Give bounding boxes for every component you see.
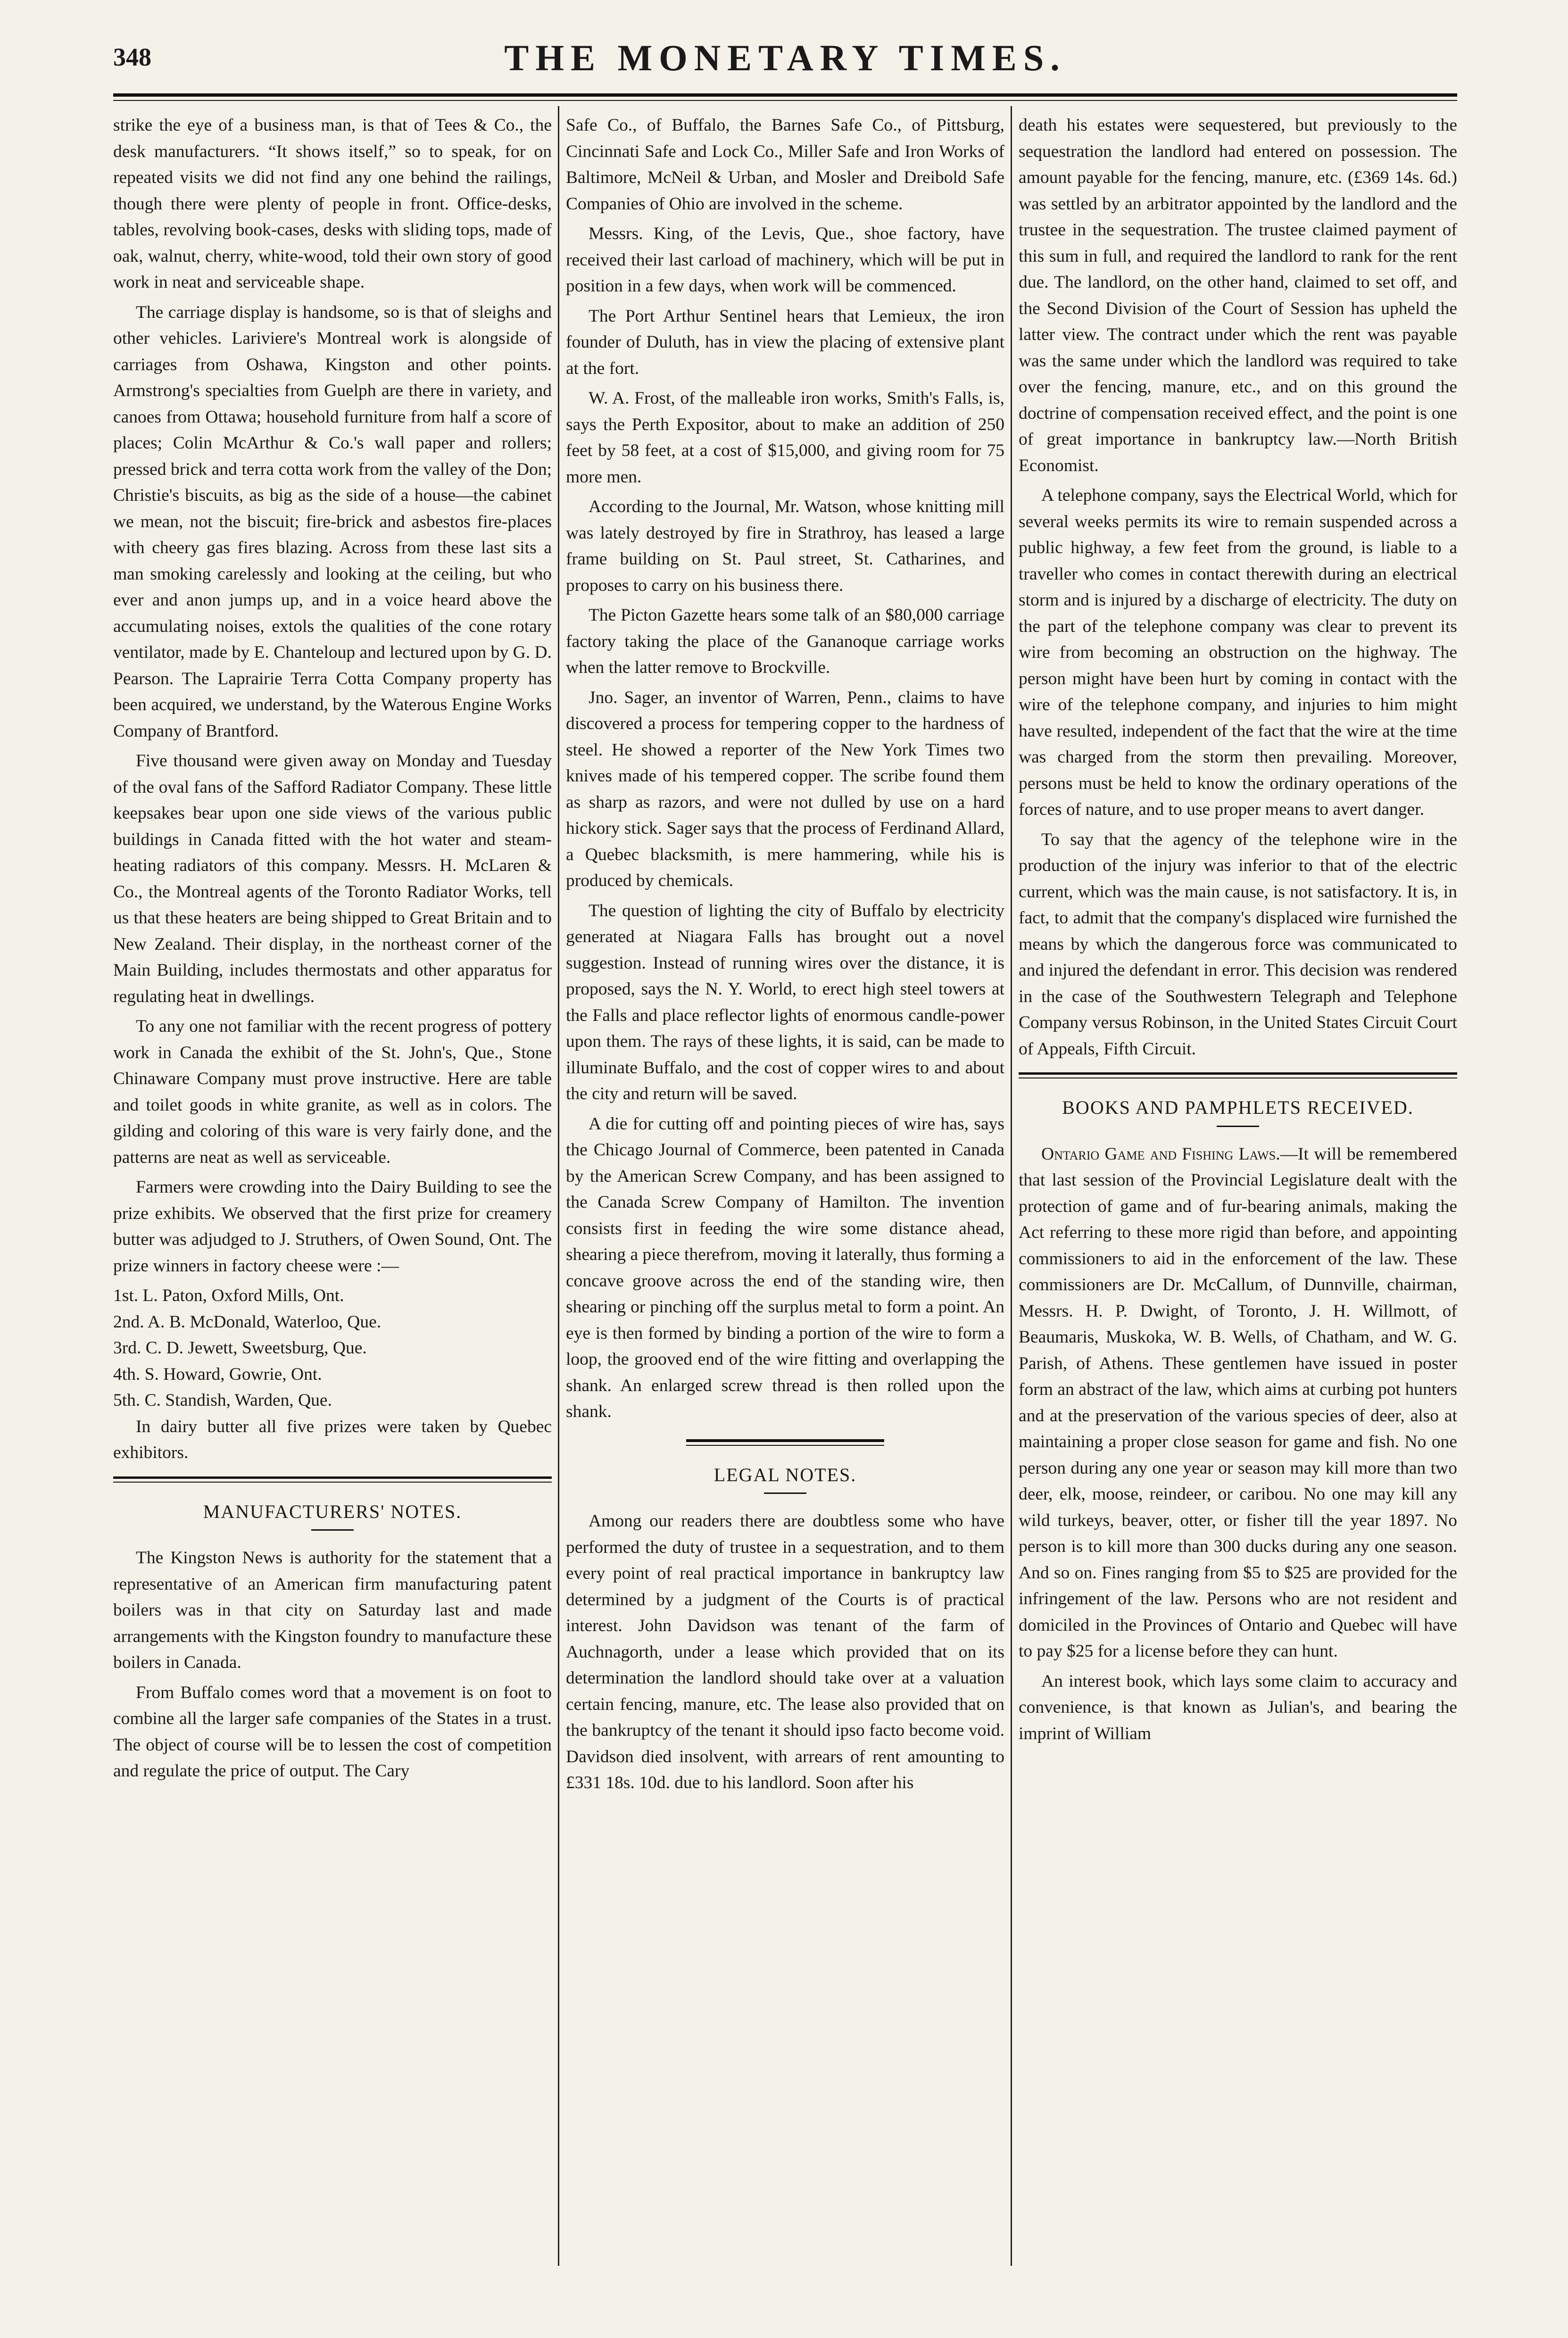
section-rule	[1019, 1072, 1457, 1075]
section-heading-books: BOOKS AND PAMPHLETS RECEIVED.	[1062, 1097, 1414, 1118]
article-paragraph: In dairy butter all five prizes were taken by Quebec exhibitors.	[113, 1417, 552, 1462]
column-divider-2	[1011, 106, 1012, 2266]
article-paragraph: The Picton Gazette hears some talk of an $80,000 carriage factory taking the place of the Gananoque carriage works when the latter remove to Brockville.	[566, 605, 1004, 677]
column-divider-1	[558, 106, 559, 2266]
masthead-title: THE MONETARY TIMES.	[504, 37, 1066, 78]
article-paragraph: Among our readers there are doubtless some who have performed the duty of trustee in a sequestration, and to them every point of real practical importance in bankruptcy law determined by a judgment of the Courts is of practical interest. John Davidson was tenant of the farm of Auchnagorth, under a lease which provided that on its determination the landlord should take over at a valuation certain fencing, manure, etc. The lease also provided that on the bankruptcy of the tenant it should ipso facto become void. Davidson died insolvent, with arrears of rent amounting to £331 18s. 10d. due to his landlord. Soon after his	[566, 1511, 1004, 1792]
prize-item: 2nd. A. B. McDonald, Waterloo, Que.	[113, 1312, 382, 1332]
page-number: 348	[113, 43, 151, 71]
section-heading-manufacturers: MANUFACTURERS' NOTES.	[203, 1501, 462, 1522]
header-rule	[113, 93, 1457, 97]
article-paragraph: Five thousand were given away on Monday and Tuesday of the oval fans of the Safford Radiator Company. These little keepsakes bear upon one side views of the various public buildings in Canada fitted with the hot water and steam-heating radiators of this company. Messrs. H. McLaren & Co., the Montreal agents of the Toronto Radiator Works, tell us that these heaters are being shipped to Great Britain and to New Zealand. Their display, in the northeast corner of the Main Building, includes thermostats and other apparatus for regulating heat in dwellings.	[113, 751, 552, 1006]
article-paragraph: death his estates were sequestered, but previously to the sequestration the landlord had entered on possession. The amount payable for the fencing, manure, etc. (£369 14s. 6d.) was settled by an arbitrator appointed by the landlord and the trustee in the sequestration. The trustee claimed payment of this sum in full, and required the landlord to rank for the rent due. The landlord, on the other hand, claimed to set off, and the Second Division of the Court of Session has upheld the latter view. The contract under which the rent was payable was the same under which the landlord was required to take over the fencing, manure, etc., and on this ground the doctrine of compensation received effect, and the point is one of great importance in bankruptcy law.—North British Economist.	[1019, 116, 1457, 475]
article-paragraph: An interest book, which lays some claim to accuracy and convenience, is that known as Julian's, and bearing the imprint of William	[1019, 1671, 1457, 1743]
entry-lead: Ontario Game and Fishing Laws.	[1041, 1144, 1280, 1164]
article-paragraph: According to the Journal, Mr. Watson, whose knitting mill was lately destroyed by fire in Strathroy, has leased a large frame building on St. Paul street, St. Catharines, and proposes to carry on his business there.	[566, 497, 1004, 595]
entry-body: —It will be remembered that last session of the Provincial Legislature dealt with the protection of game and of fur-bearing animals, making the Act referring to these more rigid than before, and appointing commissioners to aid in the enforcement of the law. These commissioners are Dr. McCallum, of Dunnville, chairman, Messrs. H. P. Dwight, of Toronto, J. H. Willmott, of Beaumaris, Muskoka, W. B. Wells, of Chatham, and W. G. Parish, of Athens. These gentlemen have issued in poster form an abstract of the law, which aims at curbing pot hunters and at the preservation of the various species of deer, also at maintaining a proper close season for game and fish. No one person during any one year or season may kill more than two deer, elk, moose, reindeer, or caribou. No one may kill any wild turkeys, beaver, otter, or fisher till the year 1897. No person is to kill more than 300 ducks during any one season. And so on. Fines ranging from $5 to $25 are provided for the infringement of the law. Persons who are not resident and domiciled in the Provinces of Ontario and Quebec will have to pay $25 for a license before they can hunt.	[1019, 1144, 1458, 1661]
article-paragraph: The question of lighting the city of Buffalo by electricity generated at Niagara Falls has brought out a novel suggestion. Instead of running wires over the distance, it is proposed, says the N. Y. World, to erect high steel towers at the Falls and place reflector lights of enormous candle-power upon them. The rays of these lights, it is said, can be made to illuminate Buffalo, and the cost of copper wires to and about the city and return will be saved.	[566, 901, 1004, 1103]
article-paragraph: A telephone company, says the Electrical World, which for several weeks permits its wire to remain suspended across a public highway, a few feet from the ground, is liable to a traveller who comes in contact therewith during an electrical storm and is injured by a discharge of electricity. The duty on the part of the telephone company was clear to prevent its wire from becoming an obstruction on the highway. The person might have been hurt by coming in contact with the wire of the telephone company, and injuries to him might have resulted, independent of the fact that the wire at the time was charged from the storm then prevailing. Moreover, persons must be held to know the ordinary operations of the forces of nature, and to use proper means to avert danger.	[1019, 486, 1457, 819]
article-paragraph: strike the eye of a business man, is that of Tees & Co., the desk manufacturers. “It shows itself,” so to speak, for on repeated visits we did not find any one behind the railings, though there were plenty of people in front. Office-desks, tables, revolving book-cases, desks with sliding tops, made of oak, walnut, cherry, white-wood, told their own story of good work in neat and serviceable shape.	[113, 116, 552, 292]
heading-underline	[1217, 1126, 1259, 1127]
article-paragraph: To any one not familiar with the recent progress of pottery work in Canada the exhibit of the St. John's, Que., Stone Chinaware Company must prove instructive. Here are table and toilet goods in white granite, as well as in colors. The gilding and coloring of this ware is very fairly done, and the patterns are neat as well as serviceable.	[113, 1017, 552, 1167]
prize-item: 3rd. C. D. Jewett, Sweetsburg, Que.	[113, 1338, 367, 1358]
section-rule-thin	[113, 1482, 552, 1483]
article-paragraph: The Port Arthur Sentinel hears that Lemieux, the iron founder of Duluth, has in view the placing of extensive plant at the fort.	[566, 306, 1004, 378]
article-paragraph: A die for cutting off and pointing pieces of wire has, says the Chicago Journal of Commerce, been patented in Canada by the American Screw Company, and has been assigned to the Canada Screw Company of Hamilton. The invention consists first in feeding the wire some distance ahead, shearing a piece therefrom, moving it laterally, thus forming a concave groove across the end of the standing wire, then shearing or pinching off the surplus metal to form a point. An eye is then formed by binding a portion of the wire to form a loop, the grooved end of the wire fitting and overlapping the shank. An enlarged screw thread is then rolled upon the shank.	[566, 1114, 1004, 1421]
article-paragraph: The carriage display is handsome, so is that of sleighs and other vehicles. Lariviere's Montreal work is alongside of carriages from Oshawa, Kingston and other points. Armstrong's specialties from Guelph are there in variety, and canoes from Ottawa; household furniture from half a score of places; Colin McArthur & Co.'s wall paper and rollers; pressed brick and terra cotta work from the valley of the Don; Christie's biscuits, as big as the side of a house—the cabinet we mean, not the biscuit; fire-brick and asbestos fire-places with cheery gas fires blazing. Across from these last sits a man smoking carelessly and looking at the ceiling, but who ever and anon jumps up, and in a voice heard above the accumulating noises, extols the qualities of the cone rotary ventilator, made by E. Chanteloup and lectured upon by G. D. Pearson. The Laprairie Terra Cotta Company property has been acquired, we understand, by the Waterous Engine Works Company of Brantford.	[113, 302, 552, 741]
article-paragraph: From Buffalo comes word that a movement is on foot to combine all the larger safe companies of the States in a trust. The object of course will be to lessen the cost of competition and regulate the price of output. The Cary	[113, 1683, 552, 1781]
heading-underline	[764, 1492, 806, 1494]
article-paragraph: W. A. Frost, of the malleable iron works, Smith's Falls, is, says the Perth Expositor, about to make an addition of 250 feet by 58 feet, at a cost of $15,000, and giving room for 75 more men.	[566, 389, 1004, 487]
prize-list	[113, 1283, 552, 1414]
article-paragraph: Farmers were crowding into the Dairy Building to see the prize exhibits. We observed that the first prize for creamery butter was adjudged to J. Struthers, of Owen Sound, Ont. The prize winners in factory cheese were :—	[113, 1177, 552, 1276]
column-3	[1019, 112, 1457, 1750]
prize-item: 5th. C. Standish, Warden, Que.	[113, 1391, 332, 1410]
article-paragraph: The Kingston News is authority for the statement that a representative of an American firm manufacturing patent boilers was in that city on Saturday last and made arrangements with the Kingston foundry to manufacture these boilers in Canada.	[113, 1548, 552, 1672]
column-2	[566, 112, 1004, 1800]
section-rule	[686, 1439, 884, 1442]
article-paragraph	[1019, 1141, 1457, 1665]
section-heading-legal: LEGAL NOTES.	[713, 1464, 857, 1485]
column-1	[113, 112, 552, 1788]
page-header	[113, 37, 1457, 89]
article-paragraph: To say that the agency of the telephone wire in the production of the injury was inferior to that of the electric current, which was the main cause, is not satisfactory. It is, in fact, to admit that the company's displaced wire furnished the means by which the dangerous force was communicated to and injured the defendant in error. This decision was rendered in the case of the Southwestern Telegraph and Telephone Company versus Robinson, in the United States Circuit Court of Appeals, Fifth Circuit.	[1019, 829, 1457, 1059]
prize-item: 1st. L. Paton, Oxford Mills, Ont.	[113, 1286, 344, 1305]
article-paragraph: Safe Co., of Buffalo, the Barnes Safe Co., of Pittsburg, Cincinnati Safe and Lock Co., Miller Safe and Iron Works of Baltimore, McNeil & Urban, and Mosler and Dreibold Safe Companies of Ohio are involved in the scheme.	[566, 116, 1004, 214]
article-paragraph: Jno. Sager, an inventor of Warren, Penn., claims to have discovered a process for tempering copper to the hardness of steel. He showed a reporter of the New York Times two knives made of his tempered copper. The scribe found them as sharp as razors, and were not dulled by use on a hard hickory stick. Sager says that the process of Ferdinand Allard, a Quebec blacksmith, is mere hammering, while his is produced by chemicals.	[566, 688, 1004, 890]
article-paragraph: Messrs. King, of the Levis, Que., shoe factory, have received their last carload of machinery, which will be put in position in a few days, when work will be commenced.	[566, 224, 1004, 296]
section-rule-thin	[686, 1445, 884, 1446]
section-rule	[113, 1476, 552, 1479]
heading-underline	[311, 1529, 354, 1531]
header-rule-thin	[113, 100, 1457, 101]
prize-item: 4th. S. Howard, Gowrie, Ont.	[113, 1364, 322, 1384]
